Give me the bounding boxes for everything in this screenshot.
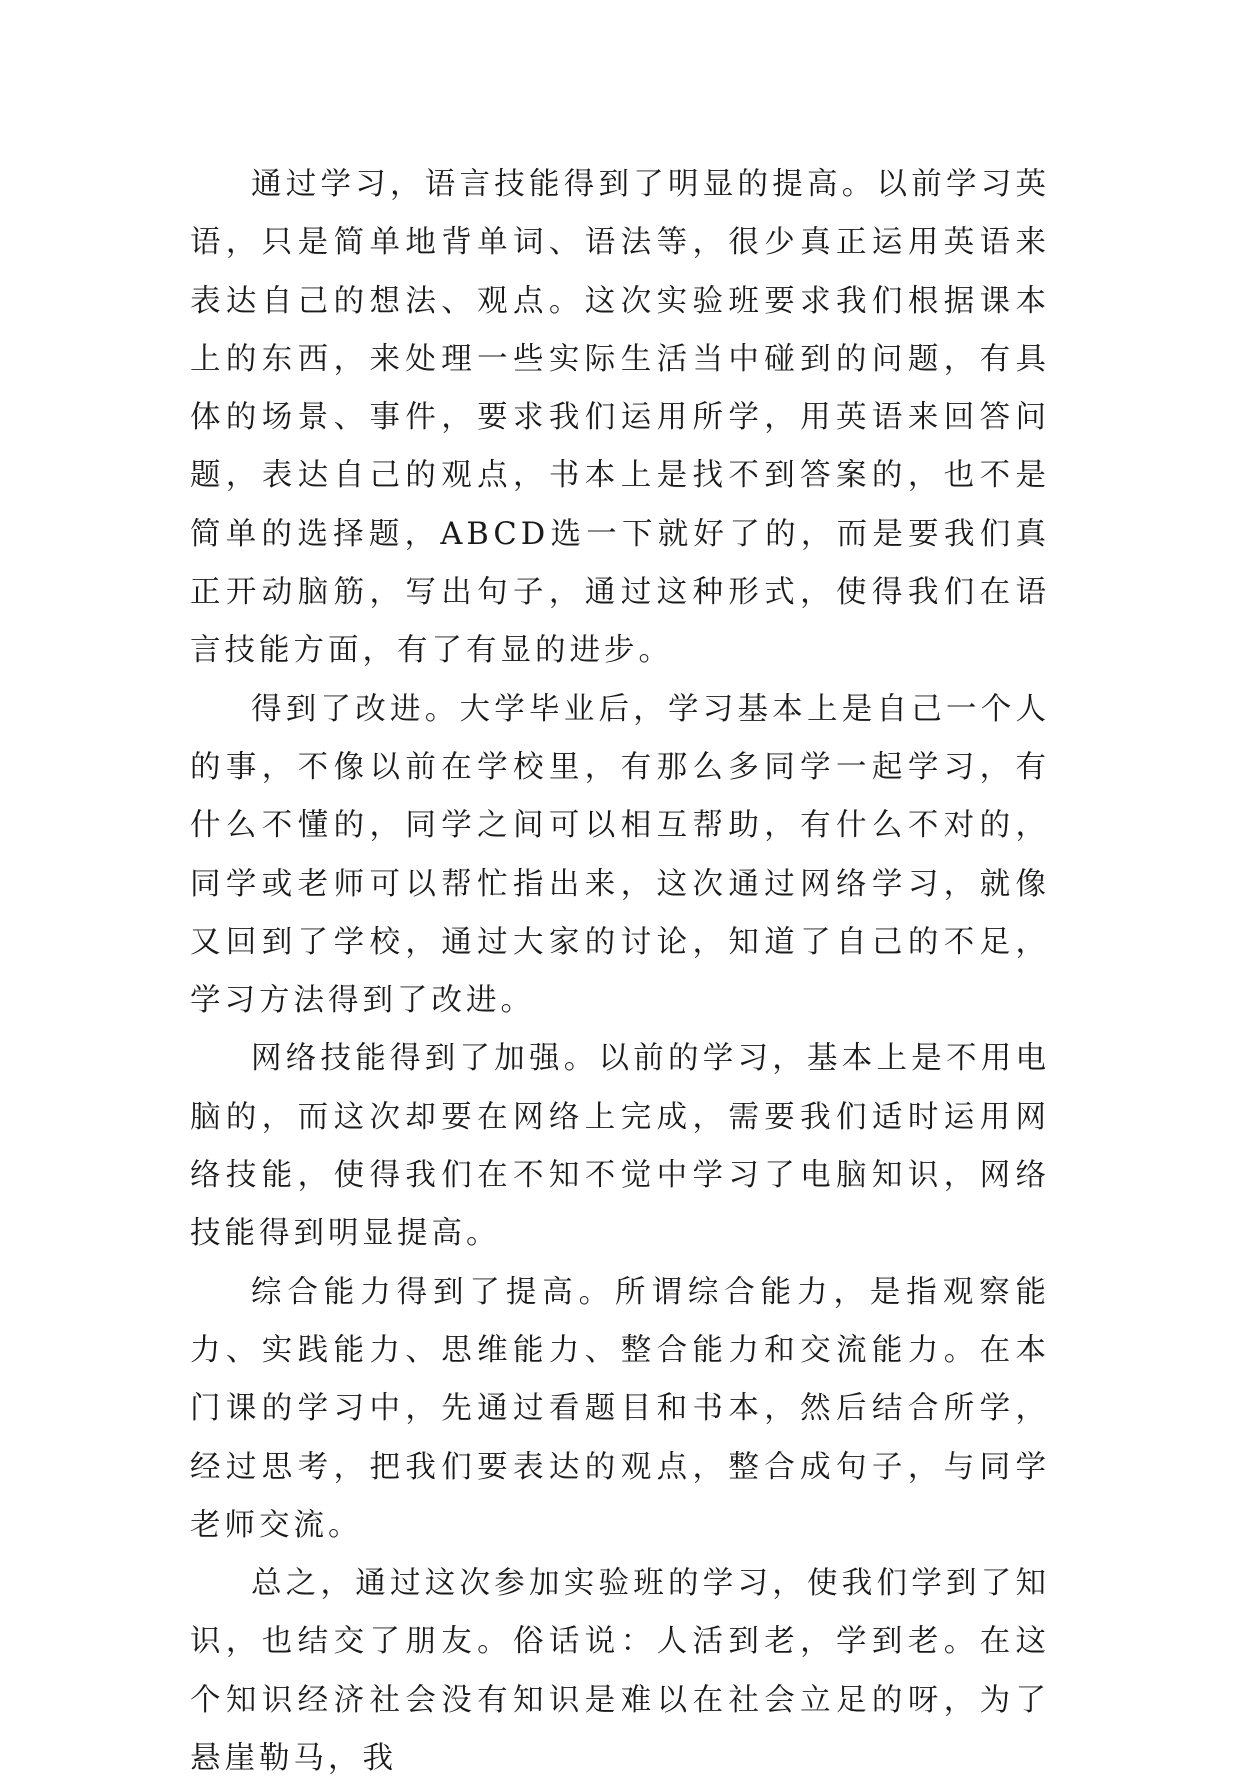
paragraph-comprehensive-ability: 综合能力得到了提高。所谓综合能力，是指观察能力、实践能力、思维能力、整合能力和交流能力。在本门课的学习中，先通过看题目和书本，然后结合所学，经过思考，把我们要表达的观点，整合成句子，与同学老师交流。 — [190, 1274, 1050, 1543]
paragraph-language-skills: 通过学习，语言技能得到了明显的提高。以前学习英语，只是简单地背单词、语法等，很少真正运用英语来表达自己的想法、观点。这次实验班要求我们根据课本上的东西，来处理一些实际生活当中碰到的问题，有具体的场景、事件，要求我们运用所学，用英语来回答问题，表达自己的观点，书本上是找不到答案的，也不是简单的选择题，ABCD选一下就好了的，而是要我们真正开动脑筋，写出句子，通过这种形式，使得我们在语言技能方面，有了有显的进步。 — [190, 167, 1050, 669]
document-body — [190, 156, 1050, 1788]
paragraph-network-skills: 网络技能得到了加强。以前的学习，基本上是不用电脑的，而这次却要在网络上完成，需要我们适时运用网络技能，使得我们在不知不觉中学习了电脑知识，网络技能得到明显提高。 — [190, 1041, 1050, 1252]
paragraph-conclusion: 总之，通过这次参加实验班的学习，使我们学到了知识，也结交了朋友。俗话说：人活到老，学到老。在这个知识经济社会没有知识是难以在社会立足的呀，为了悬崖勒马，我 — [190, 1566, 1050, 1777]
paragraph-study-method: 得到了改进。大学毕业后，学习基本上是自己一个人的事，不像以前在学校里，有那么多同学一起学习，有什么不懂的，同学之间可以相互帮助，有什么不对的，同学或老师可以帮忙指出来，这次通过网络学习，就像又回到了学校，通过大家的讨论，知道了自己的不足，学习方法得到了改进。 — [190, 691, 1050, 1019]
